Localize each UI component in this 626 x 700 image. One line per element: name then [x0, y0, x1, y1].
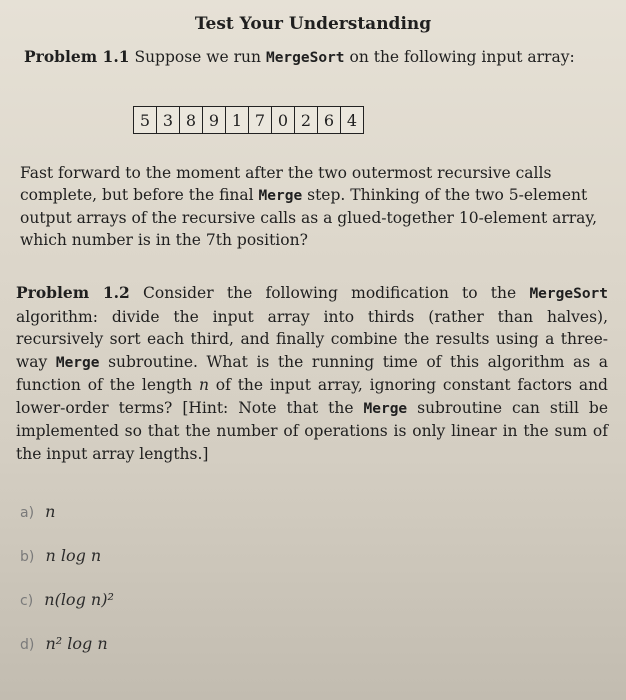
array-cell: 9	[203, 107, 226, 133]
array-cell: 5	[134, 107, 157, 133]
option-c-label: c)	[20, 593, 34, 609]
option-b-text: n log n	[45, 546, 102, 565]
problem-1-1-intro	[24, 46, 594, 69]
option-b[interactable]	[20, 546, 101, 565]
merge-name: Merge	[363, 400, 408, 417]
array-cell: 7	[249, 107, 272, 133]
input-array	[133, 106, 364, 134]
option-a-text: n	[45, 502, 56, 521]
problem-1-1-intro-b: on the following input array:	[349, 48, 575, 66]
problem-1-1-question-a: Fast forward to the moment after the two outermost recursive calls complete, but before the final	[20, 164, 552, 204]
array-cell: 3	[157, 107, 180, 133]
problem-1-2-text-b: algorithm: divide the input array into thirds (rather than halves), recursively sort each third, and finally combine the results using a three-way	[16, 307, 608, 371]
option-b-label: b)	[20, 549, 35, 565]
merge-name: Merge	[258, 188, 303, 204]
option-c[interactable]	[20, 590, 114, 609]
merge-name: Merge	[55, 354, 100, 371]
array-cell: 8	[180, 107, 203, 133]
option-a-label: a)	[20, 505, 35, 521]
problem-1-1-question	[20, 162, 600, 251]
array-cell: 1	[226, 107, 249, 133]
array-cell: 6	[318, 107, 341, 133]
option-d-label: d)	[20, 637, 35, 653]
option-c-text: n(log n)²	[44, 590, 114, 609]
array-cell: 4	[346, 110, 358, 130]
problem-1-2-text-c: subroutine. What is the running time of this algorithm as a function of the length	[16, 352, 608, 394]
problem-1-2-text-d: of the input array, ignoring constant factors and lower-order terms? [Hint: Note that the	[16, 376, 608, 417]
problem-1-2-text-e: subroutine can still be implemented so that the number of operations is only linear in the sum of the input array lengths.]	[16, 398, 608, 463]
option-d[interactable]	[20, 634, 108, 653]
section-heading: Test Your Understanding	[194, 14, 432, 34]
array-cell: 0	[272, 107, 295, 133]
mergesort-name: MergeSort	[529, 286, 609, 302]
problem-1-1-intro-a: Suppose we run	[134, 48, 262, 66]
problem-1-2-text-a: Consider the following modification to the	[143, 284, 517, 302]
problem-1-1-label: Problem 1.1	[24, 47, 130, 66]
problem-1-2-label: Problem 1.2	[16, 283, 130, 302]
variable-n: n	[198, 376, 209, 394]
problem-1-1-question-b: step. Thinking of the two 5-element output arrays of the recursive calls as a glued-together 10-element array, which number is in the 7th position?	[20, 186, 598, 249]
problem-1-2	[16, 282, 608, 465]
array-cell: 2	[295, 107, 318, 133]
mergesort-name: MergeSort	[265, 50, 345, 66]
option-d-text: n² log n	[45, 634, 108, 653]
option-a[interactable]	[20, 502, 55, 521]
